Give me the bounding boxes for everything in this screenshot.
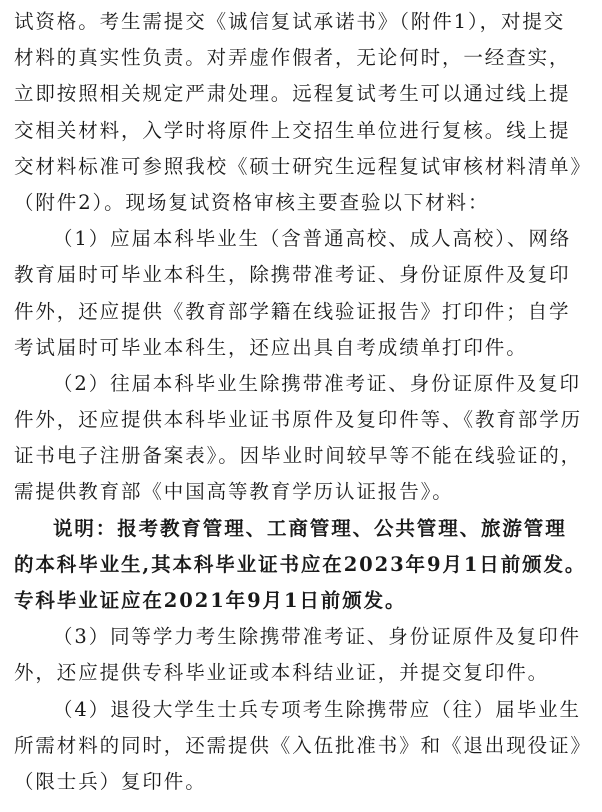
paragraph-line-2: 材料的真实性负责。对弄虚作假者，无论何时，一经查实，: [14, 46, 571, 70]
item-1-line-1: （1）应届本科毕业生（含普通高校、成人高校）、网络: [53, 227, 572, 251]
item-2-line-3: 证书电子注册备案表》。因毕业时间较早等不能在线验证的，: [14, 444, 583, 468]
paragraph-line-6: （附件2）。现场复试资格审核主要查验以下材料：: [14, 190, 490, 214]
item-4-line-1: （4）退役大学生士兵专项考生除携带应（往）届毕业生: [53, 697, 581, 721]
item-1-line-4: 考试届时可毕业本科生，还应出具自考成绩单打印件。: [14, 335, 528, 359]
item-2-line-1: （2）往届本科毕业生除携带准考证、身份证原件及复印: [53, 371, 581, 395]
item-2-line-4: 需提供教育部《中国高等教育学历认证报告》。: [14, 480, 454, 504]
item-1-line-2: 教育届时可毕业本科生，除携带准考证、身份证原件及复印: [14, 263, 571, 287]
note-line-2: 的本科毕业生,其本科毕业证书应在2023年9月1日前颁发。: [14, 552, 587, 576]
item-4-line-3: （限士兵）复印件。: [14, 769, 207, 793]
note-line-3: 专科毕业证应在2021年9月1日前颁发。: [14, 589, 407, 612]
item-4-line-2: 所需材料的同时，还需提供《入伍批准书》和《退出现役证》: [14, 733, 592, 757]
paragraph-line-4: 交相关材料，入学时将原件上交招生单位进行复核。线上提: [14, 118, 571, 142]
paragraph-line-3: 立即按照相关规定严肃处理。远程复试考生可以通过线上提: [14, 82, 571, 106]
note-line-1: 说明：报考教育管理、工商管理、公共管理、旅游管理: [53, 516, 567, 540]
item-3-line-1: （3）同等学力考生除携带准考证、身份证原件及复印件: [53, 625, 581, 649]
paragraph-line-5: 交材料标准可参照我校《硕士研究生远程复试审核材料清单》: [14, 154, 592, 178]
item-3-line-2: 外，还应提供专科毕业证或本科结业证，并提交复印件。: [14, 661, 550, 685]
item-2-line-2: 件外，还应提供本科毕业证书原件及复印件等、《教育部学历: [14, 408, 583, 432]
item-1-line-3: 件外，还应提供《教育部学籍在线验证报告》打印件；自学: [14, 299, 571, 323]
paragraph-line-1: 试资格。考生需提交《诚信复试承诺书》（附件1），对提交: [14, 10, 566, 33]
